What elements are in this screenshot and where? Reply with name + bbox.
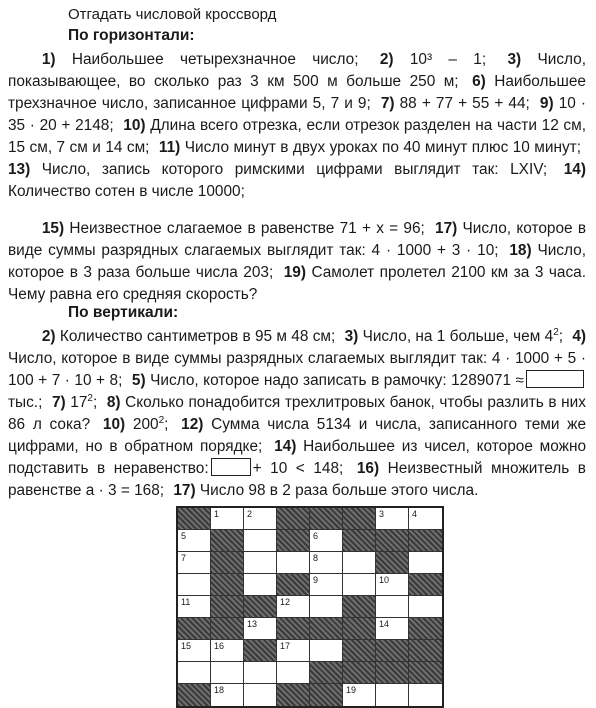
clue-number: 8) [106,394,121,411]
crossword-cell[interactable] [178,574,211,596]
clue-text: ; [92,394,98,411]
clue-number: 19) [283,264,306,281]
crossword-cell[interactable] [310,574,343,596]
clue-text: тыс.; [8,394,43,411]
crossword-blocked-cell [343,530,376,552]
crossword-cell[interactable] [244,530,277,552]
clue-text: Число, запись которого римскими цифрами выглядит так: LXIV; [30,161,548,178]
crossword-blocked-cell [178,508,211,530]
crossword-cell[interactable] [244,508,277,530]
clue-text: Наибольшее из чисел, которое можно подставить в неравенство: [8,438,587,477]
crossword-blocked-cell [343,596,376,618]
crossword-cell[interactable] [244,662,277,684]
crossword-blocked-cell [376,640,409,662]
across-clues-part1 [8,49,586,203]
across-clues-part2 [8,218,586,306]
clue-text: 88 + 77 + 55 + 44; [394,95,530,112]
crossword-cell[interactable] [211,508,244,530]
crossword-cell[interactable] [244,618,277,640]
cell-number: 6 [313,531,319,541]
cell-number: 18 [214,685,225,695]
clue-number: 7) [380,95,395,112]
crossword-cell[interactable] [310,596,343,618]
crossword-blocked-cell [343,508,376,530]
crossword-cell[interactable] [343,684,376,706]
crossword-blocked-cell [211,574,244,596]
crossword-cell[interactable] [178,530,211,552]
clue-number: 2) [41,328,56,345]
clue-text: + 10 < 148; [252,460,344,477]
cell-number: 11 [181,597,191,607]
clue-text: Наибольшее трехзначное число, записанное цифрами 5, 7 и 9; [8,73,586,112]
clue-number: 3) [507,51,522,68]
clue-number: 3) [344,328,359,345]
cell-number: 15 [181,641,192,651]
across-heading: По горизонтали: [68,27,195,44]
cell-number: 2 [247,509,253,519]
crossword-cell[interactable] [178,662,211,684]
clue-text: Неизвестный множитель в равенстве a · 3 = 168; [8,460,586,499]
crossword-blocked-cell [178,618,211,640]
clue-number: 10) [123,117,146,134]
cell-number: 19 [346,685,357,695]
crossword-blocked-cell [310,684,343,706]
clue-text: 200 [132,416,159,433]
crossword-blocked-cell [409,530,442,552]
clue-text: Число 98 в 2 раза больше этого числа. [199,482,479,499]
crossword-cell[interactable] [376,508,409,530]
crossword-blocked-cell [244,640,277,662]
cell-number: 13 [247,619,258,629]
exponent: 2 [87,392,93,404]
clue-text: 17 [70,394,88,411]
clue-text: ; [164,416,169,433]
cell-number: 7 [181,553,187,563]
crossword-blocked-cell [211,618,244,640]
answer-box [526,370,584,388]
crossword-blocked-cell [343,640,376,662]
cell-number: 12 [280,597,291,607]
crossword-blocked-cell [211,552,244,574]
cell-number: 16 [214,641,225,651]
clue-number: 6) [472,73,486,90]
exponent: 2 [158,414,165,426]
crossword-blocked-cell [343,618,376,640]
clue-text: Сколько понадобится трехлитровых банок, чтобы разлить в них 86 л сока? [8,394,586,433]
clue-number: 12) [181,416,204,433]
clue-number: 7) [51,394,66,411]
crossword-cell[interactable] [310,530,343,552]
crossword-blocked-cell [277,508,310,530]
crossword-cell[interactable] [310,640,343,662]
clue-number: 2) [379,51,394,68]
crossword-blocked-cell [409,574,442,596]
crossword-blocked-cell [211,530,244,552]
crossword-blocked-cell [343,662,376,684]
crossword-blocked-cell [277,618,310,640]
crossword-blocked-cell [376,552,409,574]
clue-text: Число, которое в виде суммы разрядных слагаемых выглядит так: 4 · 1000 + 3 · 10; [8,220,586,259]
across-clue-list [8,49,586,203]
exponent: 2 [553,326,559,338]
crossword-blocked-cell [310,618,343,640]
clue-number: 4) [572,328,587,345]
clue-number: 17) [435,220,458,237]
crossword-blocked-cell [409,662,442,684]
clue-text: Число, которое в виде суммы разрядных слагаемых выглядит так: 4 · 1000 + 5 · 100 + 7 · 10 + 8; [8,350,586,389]
crossword-blocked-cell [409,618,442,640]
crossword-cell[interactable] [211,662,244,684]
crossword-cell[interactable] [409,508,442,530]
clue-number: 1) [41,51,56,68]
crossword-cell[interactable] [178,552,211,574]
cell-number: 17 [280,641,291,651]
clue-number: 13) [8,161,31,178]
crossword-cell[interactable] [244,574,277,596]
clue-text: ; [558,328,564,345]
down-clues [8,326,586,502]
clue-text: Количество сотен в числе 10000; [8,183,245,200]
clue-text: Самолет пролетел 2100 км за 3 часа. Чему равна его средняя скорость? [8,264,586,303]
crossword-cell[interactable] [277,662,310,684]
clue-text: Число, показывающее, во сколько раз 3 км 500 м больше 250 м; [8,51,587,90]
crossword-cell[interactable] [244,684,277,706]
clue-number: 9) [539,95,554,112]
clue-text: Число, которое надо записать в рамочку: 1289071 ≈ [150,372,524,389]
crossword-cell[interactable] [178,596,211,618]
clue-text: Количество сантиметров в 95 м 48 см; [59,328,336,345]
crossword-cell[interactable] [409,596,442,618]
clue-number: 11) [158,139,181,156]
clue-text: Число минут в двух уроках по 40 минут плюс 10 минут; [180,139,581,156]
crossword-blocked-cell [211,596,244,618]
crossword-blocked-cell [310,508,343,530]
crossword-cell[interactable] [277,640,310,662]
crossword-cell[interactable] [376,574,409,596]
crossword-cell[interactable] [343,552,376,574]
crossword-blocked-cell [277,684,310,706]
across-clue-list [8,218,586,306]
clue-number: 18) [509,242,532,259]
crossword-cell[interactable] [376,596,409,618]
cell-number: 9 [313,575,319,585]
crossword-cell[interactable] [310,552,343,574]
clue-number: 14) [274,438,297,455]
cell-number: 1 [214,509,220,519]
clue-number: 15) [41,220,65,237]
crossword-cell[interactable] [376,684,409,706]
down-clue-list [8,326,586,502]
crossword-blocked-cell [244,596,277,618]
clue-text: 10³ – 1; [393,51,487,68]
crossword-cell[interactable] [277,552,310,574]
crossword-blocked-cell [277,530,310,552]
crossword-blocked-cell [277,574,310,596]
clue-text: Длина всего отрезка, если отрезок разделен на части 12 см, 15 см, 7 см и 14 см; [8,117,586,156]
crossword-cell[interactable] [409,552,442,574]
cell-number: 4 [412,509,418,519]
clue-text: Число, которое в 3 раза больше числа 203; [8,242,586,281]
page-title: Отгадать числовой кроссворд [68,6,277,23]
cell-number: 10 [379,575,390,585]
crossword-blocked-cell [409,640,442,662]
crossword-blocked-cell [310,662,343,684]
crossword-cell[interactable] [376,618,409,640]
clue-number: 17) [173,482,196,499]
crossword-blocked-cell [178,684,211,706]
crossword-cell[interactable] [211,640,244,662]
clue-text: Сумма числа 5134 и числа, записанного теми же цифрами, но в обратном порядке; [8,416,587,455]
clue-number: 16) [356,460,380,477]
cell-number: 14 [379,619,390,629]
crossword-cell[interactable] [277,596,310,618]
crossword-cell[interactable] [244,552,277,574]
crossword-cell[interactable] [211,684,244,706]
clue-text: Число, на 1 больше, чем 4 [362,328,554,345]
crossword-blocked-cell [376,530,409,552]
clue-number: 10) [102,416,126,433]
clue-text: 10 · 35 · 20 + 2148; [8,95,587,134]
crossword-grid [176,506,444,708]
cell-number: 3 [379,509,385,519]
cell-number: 5 [181,531,187,541]
crossword-blocked-cell [376,662,409,684]
clue-number: 5) [131,372,146,389]
crossword-cell[interactable] [178,640,211,662]
clue-text: Неизвестное слагаемое в равенстве 71 + x = 96; [64,220,425,237]
clue-number: 14) [563,161,586,178]
answer-box [211,458,251,476]
down-heading: По вертикали: [68,304,179,321]
crossword-cell[interactable] [409,684,442,706]
cell-number: 8 [313,553,319,563]
clue-text: Наибольшее четырехзначное число; [55,51,359,68]
crossword-cell[interactable] [343,574,376,596]
